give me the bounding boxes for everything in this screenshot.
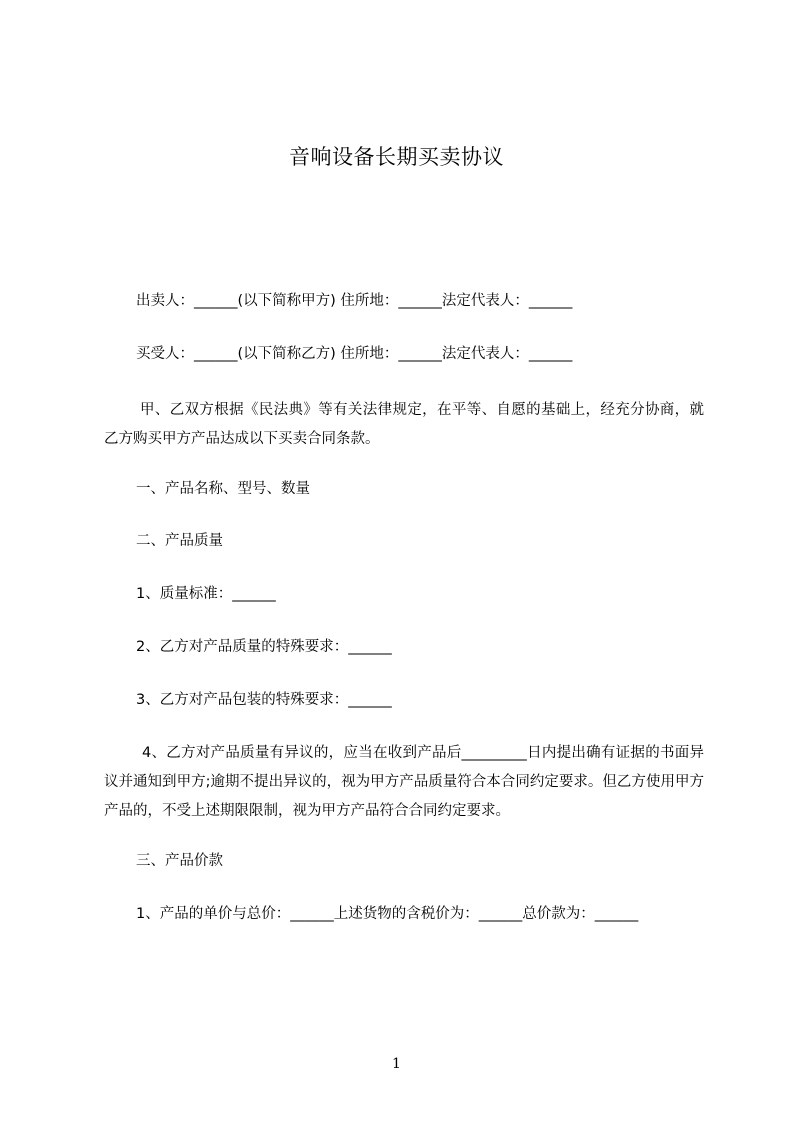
buyer-line: 买受人：______(以下简称乙方) 住所地：______法定代表人：______: [136, 346, 573, 362]
clause-3-1: 1、产品的单价与总价：______上述货物的含税价为：______总价款为：______: [136, 906, 639, 922]
section-3-heading: 三、产品价款: [136, 853, 223, 869]
seller-line: 出卖人：______(以下简称甲方) 住所地：______法定代表人：______: [136, 293, 573, 309]
document-title: 音响设备长期买卖协议: [289, 145, 504, 169]
intro-paragraph: 甲、乙双方根据《民法典》等有关法律规定，在平等、自愿的基础上，经充分协商，就乙方购买甲方产品达成以下买卖合同条款。: [104, 402, 704, 447]
section-1-heading: 一、产品名称、型号、数量: [136, 481, 310, 497]
page-number: 1: [392, 1056, 401, 1072]
section-2-heading: 二、产品质量: [136, 533, 223, 549]
clause-2-3: 3、乙方对产品包装的特殊要求：______: [136, 692, 392, 708]
clause-2-1: 1、质量标准：______: [136, 586, 276, 602]
clause-2-4: 4、乙方对产品质量有异议的，应当在收到产品后_________日内提出确有证据的书面异议并通知到甲方;逾期不提出异议的，视为甲方产品质量符合本合同约定要求。但乙方使用甲方产品的，不受上述期限限制，视为甲方产品符合合同约定要求。: [104, 745, 704, 819]
clause-2-2: 2、乙方对产品质量的特殊要求：______: [136, 639, 392, 655]
